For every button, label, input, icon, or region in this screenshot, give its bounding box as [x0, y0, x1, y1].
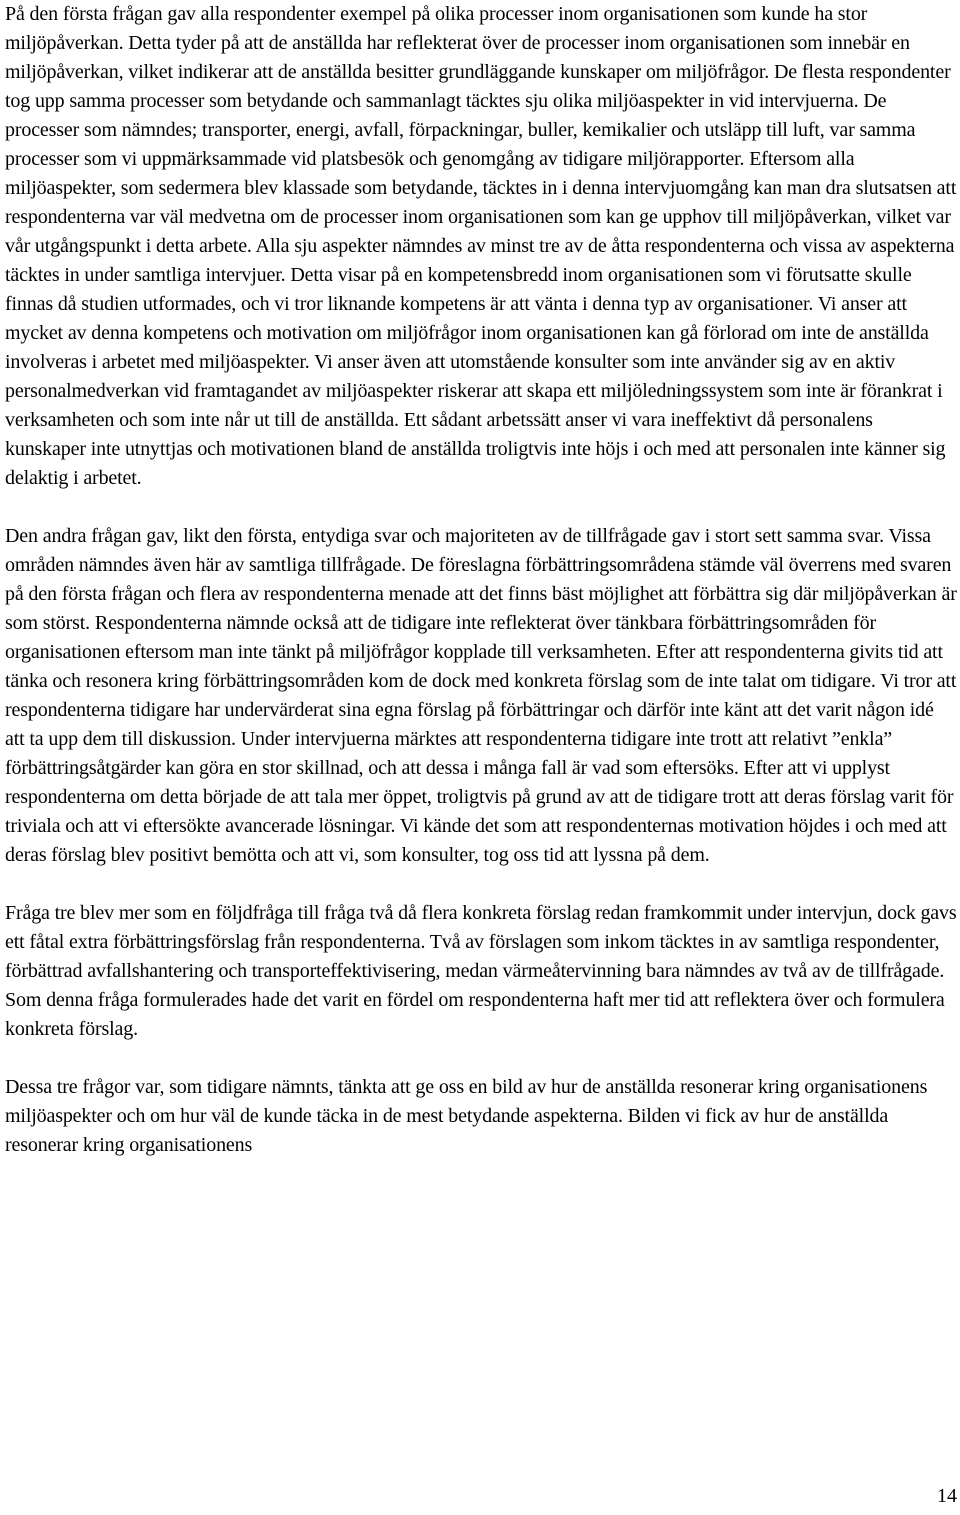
- paragraph-4: Dessa tre frågor var, som tidigare nämnts, tänkta att ge oss en bild av hur de anställda resonerar kring organisationens miljöaspekter och om hur väl de kunde täcka in de mest betydande aspekterna. Bilden vi fick av hur de anställda resonerar kring organisationens: [5, 1076, 928, 1156]
- page-number: 14: [937, 1485, 957, 1507]
- paragraph-3: Fråga tre blev mer som en följdfråga till fråga två då flera konkreta förslag redan framkommit under intervjun, dock gavs ett fåtal extra förbättringsförslag från respondenterna. Två av förslagen som inkom täcktes in av samtliga respondenter, förbättrad avfallshantering och transporteffektivisering, medan värmeåtervinning bara nämndes av två av de tillfrågade. Som denna fråga formulerades hade det varit en fördel om respondenterna haft mer tid att reflektera över och formulera konkreta förslag.: [5, 902, 957, 1040]
- paragraph-1: På den första frågan gav alla respondenter exempel på olika processer inom organisationen som kunde ha stor miljöpåverkan. Detta tyder på att de anställda har reflekterat över de processer inom organisationen som innebär en miljöpåverkan, vilket indikerar att de anställda besitter grundläggande kunskaper om miljöfrågor. De flesta respondenter tog upp samma processer som betydande och sammanlagt täcktes sju olika miljöaspekter in vid intervjuerna. De processer som nämndes; transporter, energi, avfall, förpackningar, buller, kemikalier och utsläpp till luft, var samma processer som vi uppmärksammade vid platsbesök och genomgång av tidigare miljörapporter. Eftersom alla miljöaspekter, som sedermera blev klassade som betydande, täcktes in i denna intervjuomgång kan man dra slutsatsen att respondenterna var väl medvetna om de processer inom organisationen som kan ge upphov till miljöpåverkan, vilket var vår utgångspunkt i detta arbete. Alla sju aspekter nämndes av minst tre av de åtta respondenterna och vissa av aspekterna täcktes in under samtliga intervjuer. Detta visar på en kompetensbredd inom organisationen som vi förutsatte skulle finnas då studien utformades, och vi tror liknande kompetens är att vänta i denna typ av organisationer. Vi anser att mycket av denna kompetens och motivation om miljöfrågor inom organisationen kan gå förlorad om inte de anställda involveras i arbetet med miljöaspekter. Vi anser även att utomstående konsulter som inte använder sig av en aktiv personalmedverkan vid framtagandet av miljöaspekter riskerar att skapa ett miljöledningssystem som inte är förankrat i verksamheten och som inte når ut till de anställda. Ett sådant arbetssätt anser vi vara ineffektivt då personalens kunskaper inte utnyttjas och motivationen bland de anställda troligtvis inte höjs i och med att personalen inte känner sig delaktig i arbetet.: [5, 3, 957, 489]
- paragraph-2: Den andra frågan gav, likt den första, entydiga svar och majoriteten av de tillfrågade gav i stort sett samma svar. Vissa områden nämndes även här av samtliga tillfrågade. De föreslagna förbättringsområdena stämde väl överrens med svaren på den första frågan och flera av respondenterna menade att det finns bäst möjlighet att förbättra sig där miljöpåverkan är som störst. Respondenterna nämnde också att de tidigare inte reflekterat över tänkbara förbättringsområden för organisationen eftersom man inte tänkt på miljöfrågor kopplade till verksamheten. Efter att respondenterna givits tid att tänka och resonera kring förbättringsområden kom de dock med konkreta förslag som de inte talat om tidigare. Vi tror att respondenterna tidigare har undervärderat sina egna förslag på förbättringar och därför inte känt att det varit någon idé att ta upp dem till diskussion. Under intervjuerna märktes att respondenterna tidigare inte trott att relativt ”enkla” förbättringsåtgärder kan göra en stor skillnad, och att dessa i många fall är vad som eftersöks. Efter att vi upplyst respondenterna om detta började de att tala mer öppet, troligtvis på grund av att de tidigare trott att deras förslag varit för triviala och att vi eftersökte avancerade lösningar. Vi kände det som att respondenternas motivation höjdes i och med att deras förslag blev positivt bemötta och att vi, som konsulter, tog oss tid att lyssna på dem.: [5, 525, 957, 866]
- body-text: [5, 0, 957, 1160]
